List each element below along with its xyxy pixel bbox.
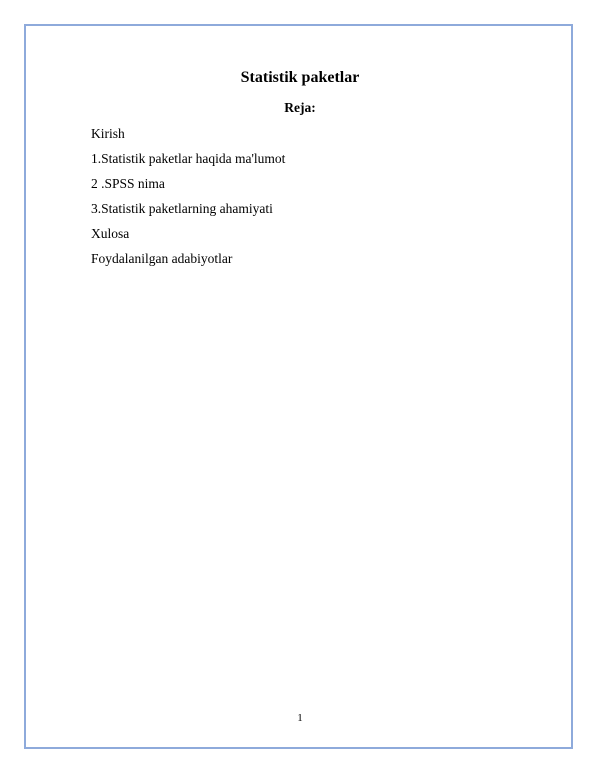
plan-item-conclusion: Xulosa (91, 226, 130, 241)
plan-item-references: Foydalanilgan adabiyotlar (91, 251, 233, 266)
document-title: Statistik paketlar (240, 69, 360, 86)
page-number: 1 (297, 712, 303, 724)
plan-item-3: 3.Statistik paketlarning ahamiyati (91, 201, 273, 216)
plan-item-2: 2 .SPSS nima (91, 176, 165, 191)
plan-list (91, 121, 285, 271)
plan-heading: Reja: (284, 100, 316, 115)
plan-item-1: 1.Statistik paketlar haqida ma'lumot (91, 151, 286, 166)
plan-item-introduction: Kirish (91, 126, 125, 141)
